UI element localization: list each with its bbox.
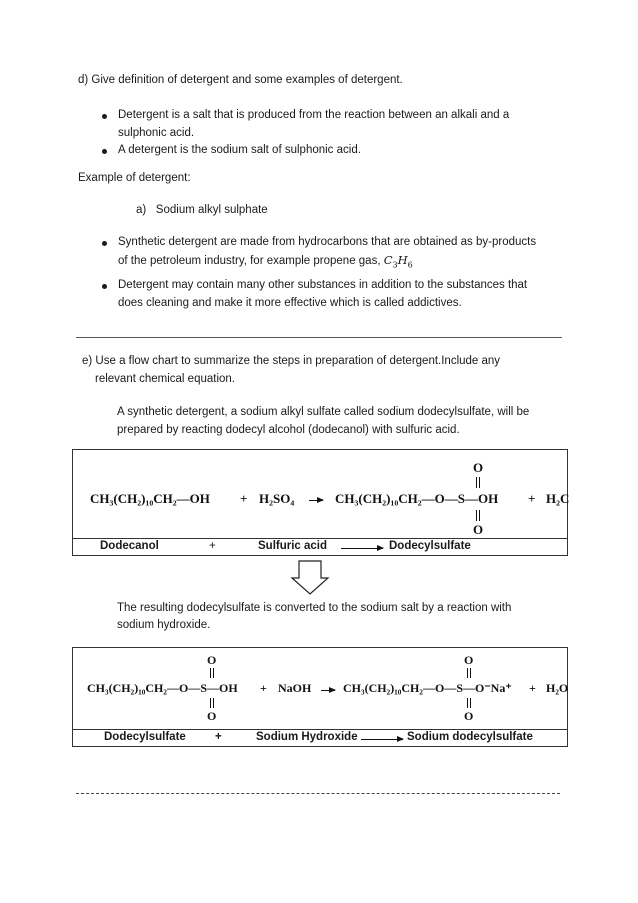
synthetic-line-1: Synthetic detergent are made from hydrocarbons that are obtained as by-products xyxy=(118,236,537,248)
label-dodecanol: Dodecanol xyxy=(100,540,159,552)
down-arrow-icon xyxy=(290,560,330,596)
eq2-oxygen-top-1: O xyxy=(207,653,217,667)
propene-formula: $C_3H_6$ xyxy=(383,253,413,270)
question-e-heading-2: relevant chemical equation. xyxy=(95,373,235,385)
question-d-heading: d) Give definition of detergent and some examples of detergent. xyxy=(78,74,403,86)
eq1-product-2: H₂C xyxy=(546,491,570,506)
eq2-reaction-arrow-icon xyxy=(321,690,335,691)
flow-arrow-icon xyxy=(361,739,403,740)
eq1-oxygen-top: O xyxy=(473,460,484,475)
example-heading: Example of detergent: xyxy=(78,172,191,184)
eq1-oxygen-bottom: O xyxy=(473,522,484,537)
section-divider xyxy=(76,337,562,338)
eq2-plus-1: + xyxy=(260,681,267,695)
example-item: a) Sodium alkyl sulphate xyxy=(136,204,268,216)
label-sulfuric-acid: Sulfuric acid xyxy=(258,540,328,552)
bullet-icon xyxy=(102,149,107,154)
eq2-plus-2: + xyxy=(529,681,536,695)
eq1-product-1: CH₃(CH₂)₁₀CH₂—O—S—OH xyxy=(335,491,499,506)
eq1-plus-1: + xyxy=(240,491,248,506)
additives-line-2: does cleaning and make it more effective which is called addictives. xyxy=(118,297,462,309)
definition-line-3: A detergent is the sodium salt of sulphonic acid. xyxy=(118,144,361,156)
bullet-icon xyxy=(102,114,107,119)
step-2-line-1: The resulting dodecylsulfate is converted to the sodium salt by a reaction with xyxy=(117,602,512,614)
eq2-oxygen-top-2: O xyxy=(464,653,474,667)
step-2-line-2: sodium hydroxide. xyxy=(117,619,211,631)
intro-line-1: A synthetic detergent, a sodium alkyl sulfate called sodium dodecylsulfate, will be xyxy=(117,406,530,418)
eq1-reactant-1: CH₃(CH₂)₁₀CH₂—OH xyxy=(90,491,210,506)
eq2-product-1: CH₃(CH₂)₁₀CH₂—O—S—O⁻Na⁺ xyxy=(343,681,512,695)
flow-arrow-icon xyxy=(341,548,383,549)
eq2-product-2: H₂O xyxy=(546,681,569,695)
eq1-reactant-2: H₂SO₄ xyxy=(259,491,295,506)
equation-2-label-row xyxy=(72,729,568,747)
question-e-heading-1: e) Use a flow chart to summarize the steps in preparation of detergent.Include any xyxy=(82,355,501,367)
label-sodium-hydroxide: Sodium Hydroxide xyxy=(256,731,358,743)
eq1-reaction-arrow-icon xyxy=(309,500,323,501)
eq2-oxygen-bottom-2: O xyxy=(464,709,474,723)
definition-line-1: Detergent is a salt that is produced from the reaction between an alkali and a xyxy=(118,109,510,121)
synthetic-line-2: of the petroleum industry, for example propene gas, $C_3H_6$ xyxy=(118,253,413,270)
eq2-reactant-2: NaOH xyxy=(278,681,312,695)
eq2-reactant-1: CH₃(CH₂)₁₀CH₂—O—S—OH xyxy=(87,681,238,695)
label-plus-2: + xyxy=(215,731,222,743)
footer-dashed-line xyxy=(76,793,560,794)
label-sodium-dodecylsulfate: Sodium dodecylsulfate xyxy=(407,731,533,743)
additives-line-1: Detergent may contain many other substances in addition to the substances that xyxy=(118,279,528,291)
eq1-plus-2: + xyxy=(528,491,536,506)
bullet-icon xyxy=(102,284,107,289)
definition-line-2: sulphonic acid. xyxy=(118,127,195,139)
label-dodecylsulfate: Dodecylsulfate xyxy=(389,540,471,552)
intro-line-2: prepared by reacting dodecyl alcohol (dodecanol) with sulfuric acid. xyxy=(117,424,460,436)
eq2-oxygen-bottom-1: O xyxy=(207,709,217,723)
bullet-icon xyxy=(102,241,107,246)
label-plus: + xyxy=(209,540,216,552)
equation-2-box xyxy=(72,647,568,730)
equation-1-label-row xyxy=(72,538,568,556)
label-dodecylsulfate-2: Dodecylsulfate xyxy=(104,731,186,743)
